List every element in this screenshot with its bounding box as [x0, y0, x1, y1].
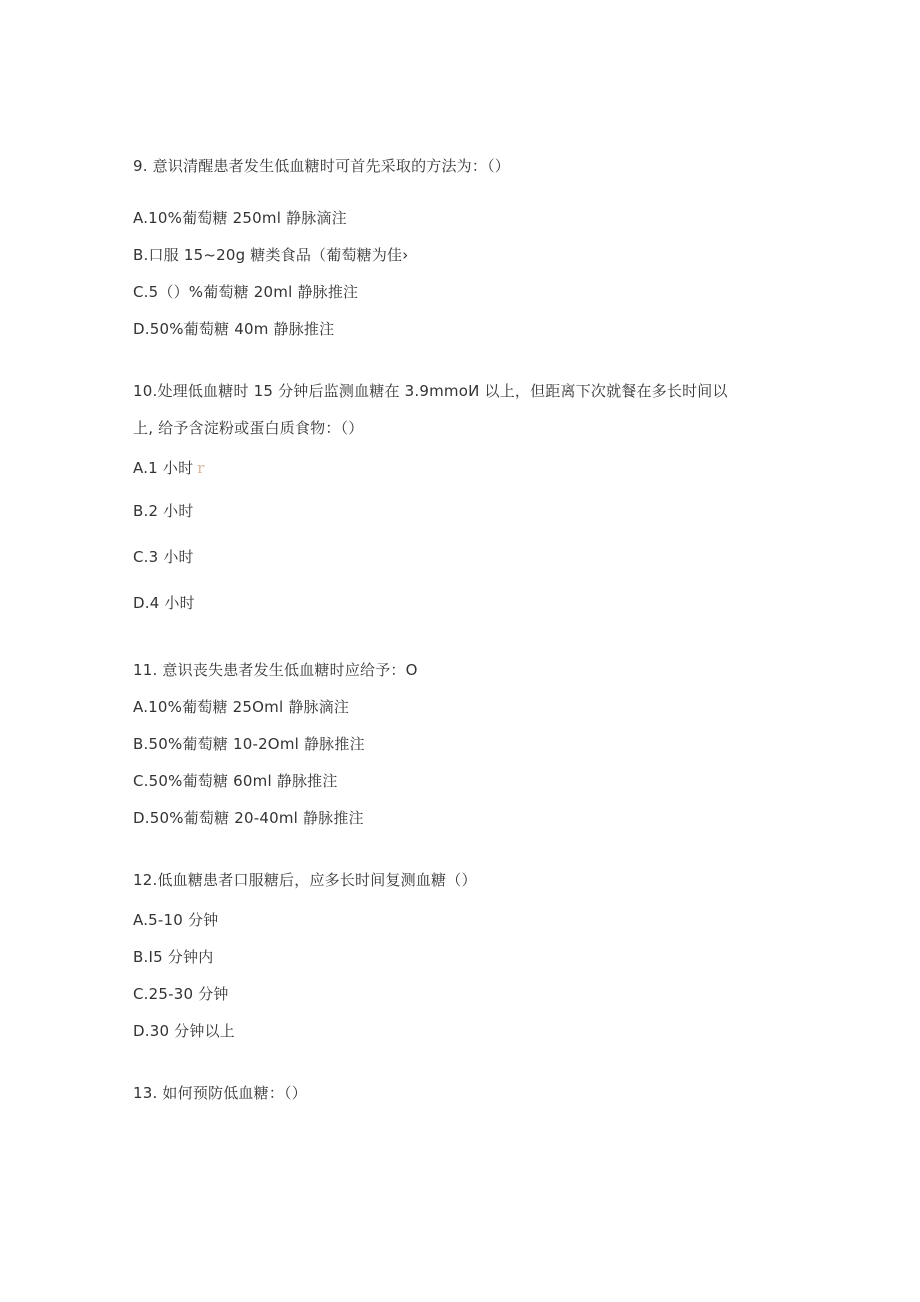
stray-mark: r: [197, 459, 205, 477]
question-12-option-d: D.30 分钟以上: [133, 1022, 235, 1040]
question-12-option-a: A.5-10 分钟: [133, 911, 219, 929]
question-9-option-a: A.10%葡萄糖 250ml 静脉滴注: [133, 209, 347, 227]
question-13-stem: 13. 如何预防低血糖：（）: [133, 1084, 307, 1102]
question-12-stem: 12.低血糖患者口服糖后，应多长时间复测血糖（）: [133, 871, 477, 889]
question-12-option-c: C.25-30 分钟: [133, 985, 229, 1003]
question-11-option-a: A.10%葡萄糖 25Oml 静脉滴注: [133, 698, 350, 716]
question-11-option-d: D.50%葡萄糖 20-40ml 静脉推注: [133, 809, 364, 827]
question-10-option-d: D.4 小时: [133, 594, 195, 612]
question-10-option-a: [133, 458, 205, 478]
question-9-option-c: C.5（）%葡萄糖 20ml 静脉推注: [133, 283, 359, 301]
question-10-option-b: B.2 小时: [133, 502, 194, 520]
question-11-option-b: B.50%葡萄糖 10-2Oml 静脉推注: [133, 735, 365, 753]
question-11-option-c: C.50%葡萄糖 60ml 静脉推注: [133, 772, 338, 790]
question-10-option-a-text: A.1 小时: [133, 459, 194, 477]
question-10-option-c: C.3 小时: [133, 548, 194, 566]
question-9-option-b: B.口服 15~20g 糖类食品（葡萄糖为佳›: [133, 246, 409, 264]
question-9-stem: 9. 意识清醒患者发生低血糖时可首先采取的方法为：（）: [133, 157, 510, 175]
question-11-stem: 11. 意识丧失患者发生低血糖时应给予：O: [133, 661, 418, 679]
question-12-option-b: B.I5 分钟内: [133, 948, 214, 966]
question-9-option-d: D.50%葡萄糖 40m 静脉推注: [133, 320, 335, 338]
question-10-stem-line-2: 上, 给予含淀粉或蛋白质食物：（）: [133, 419, 364, 437]
question-10-stem-line-1: 10.处理低血糖时 15 分钟后监测血糖在 3.9mmoИ 以上，但距离下次就餐在多长时间以: [133, 382, 728, 400]
